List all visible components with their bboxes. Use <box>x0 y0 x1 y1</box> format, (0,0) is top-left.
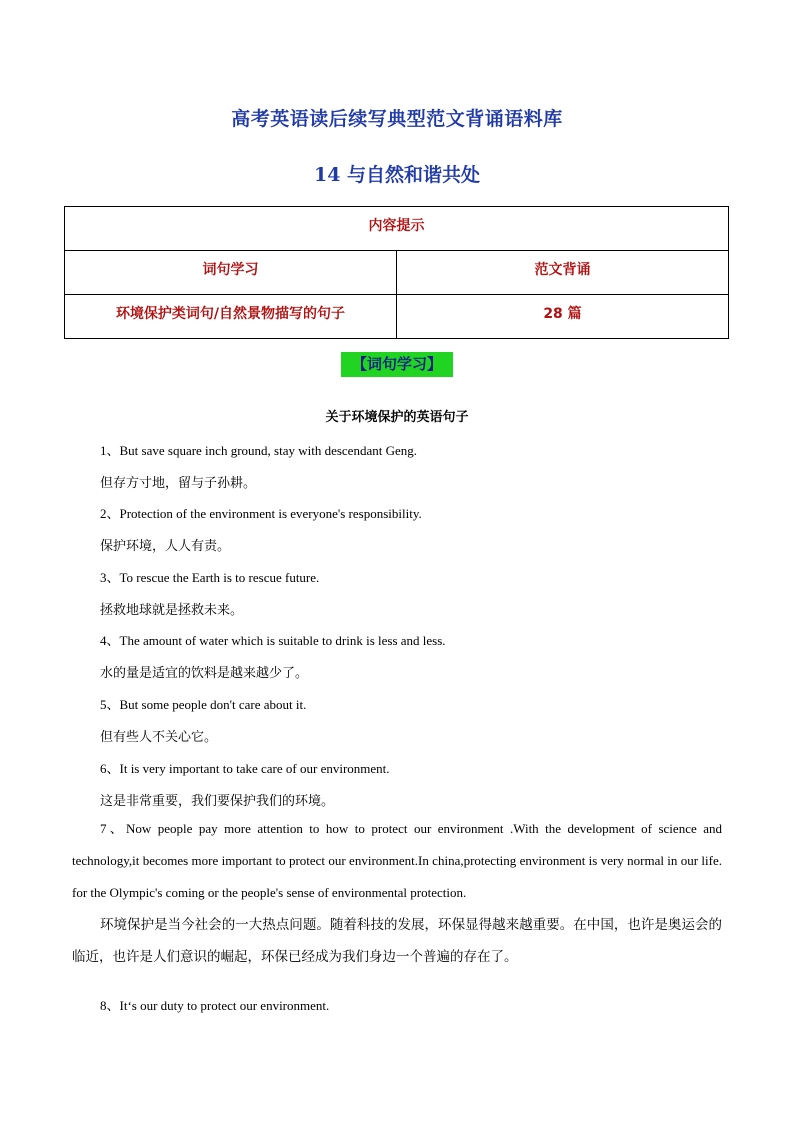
column-header-vocab: 词句学习 <box>65 251 397 295</box>
sentence-zh-2: 保护环境，人人有责。 <box>100 539 231 554</box>
document-title: 高考英语读后续写典型范文背诵语料库 <box>231 108 563 130</box>
sentence-en-5: 5、But some people don't care about it. <box>100 697 307 712</box>
sentence-en-2: 2、Protection of the environment is everyone's responsibility. <box>100 506 422 521</box>
content-overview-table <box>64 206 729 339</box>
sentence-en-4: 4、The amount of water which is suitable to drink is less and less. <box>100 633 446 648</box>
table-cell-essay-count: 28 篇 <box>397 295 729 339</box>
paragraph-zh-7: 环境保护是当今社会的一大热点问题。随着科技的发展，环保显得越来越重要。在中国，也许是奥运会的临近，也许是人们意识的崛起，环保已经成为我们身边一个普遍的存在了。 <box>72 917 722 965</box>
paragraph-en-7: 7、Now people pay more attention to how to protect our environment .With the development of science and technology,it becomes more important to protect our environment.In china,protecting environment is very normal in our life. for the Olympic's coming or the people's sense of environmental protection. <box>72 821 722 900</box>
column-header-essays: 范文背诵 <box>397 251 729 295</box>
table-cell-vocab-topic: 环境保护类词句/自然景物描写的句子 <box>65 295 397 339</box>
table-row <box>65 295 729 339</box>
sentence-en-3: 3、To rescue the Earth is to rescue future. <box>100 570 320 585</box>
sentence-zh-6: 这是非常重要，我们要保护我们的环境。 <box>100 794 335 809</box>
document-subtitle: 14 与自然和谐共处 <box>313 164 481 186</box>
sentence-en-1: 1、But save square inch ground, stay with descendant Geng. <box>100 443 417 458</box>
sentence-zh-5: 但有些人不关心它。 <box>100 730 218 745</box>
section-badge: 【词句学习】 <box>341 352 453 377</box>
table-row <box>65 207 729 251</box>
table-header-cell: 内容提示 <box>65 207 729 251</box>
section-heading: 关于环境保护的英语句子 <box>325 410 469 425</box>
sentence-zh-1: 但存方寸地，留与子孙耕。 <box>100 476 257 491</box>
sentence-zh-3: 拯救地球就是拯救未来。 <box>100 603 244 618</box>
sentence-zh-4: 水的量是适宜的饮料是越来越少了。 <box>100 666 309 681</box>
table-row <box>65 251 729 295</box>
sentence-en-6: 6、It is very important to take care of our environment. <box>100 761 390 776</box>
sentence-en-8: 8、It‘s our duty to protect our environment. <box>100 998 330 1013</box>
